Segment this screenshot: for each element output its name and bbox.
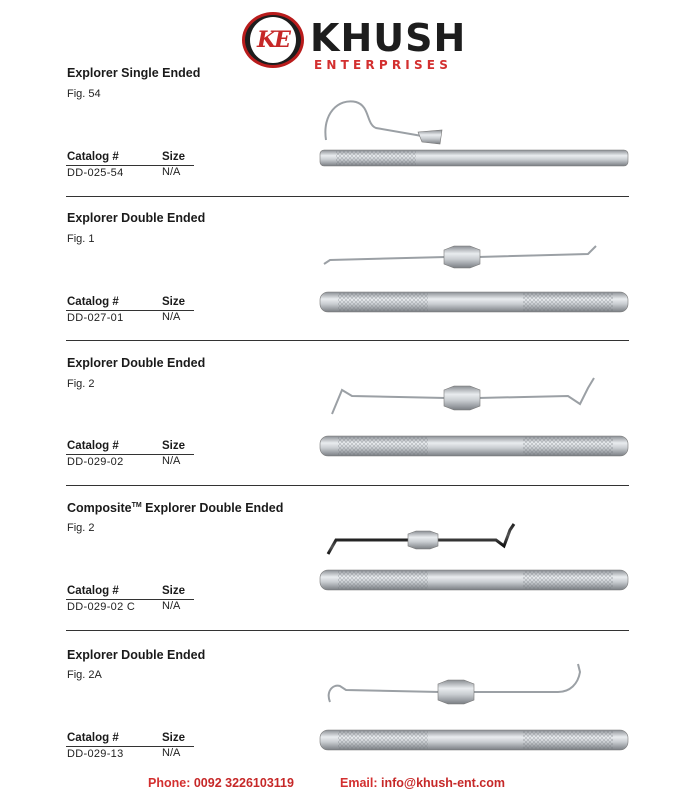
catalog-number: DD-027-01: [67, 312, 124, 324]
email-contact: [340, 776, 505, 790]
product-title: [67, 501, 283, 515]
figure-label: Fig. 2: [67, 522, 95, 534]
size-header: Size: [162, 440, 186, 452]
catalog-number: DD-029-13: [67, 748, 124, 760]
size-value: N/A: [162, 311, 181, 323]
catalog-number: DD-029-02: [67, 456, 124, 468]
catalog-header: Catalog #: [67, 151, 119, 163]
instrument-image: [318, 240, 633, 320]
logo-monogram: KE: [250, 17, 296, 63]
product-title-main: Composite: [67, 501, 132, 515]
section-divider: [66, 340, 629, 341]
size-value: N/A: [162, 747, 181, 759]
catalog-number: DD-025-54: [67, 167, 124, 179]
product-title: Explorer Double Ended: [67, 648, 206, 662]
product-title: Explorer Double Ended: [67, 356, 206, 370]
phone-label: Phone:: [148, 776, 191, 790]
instrument-image: [318, 374, 633, 464]
catalog-header: Catalog #: [67, 296, 119, 308]
email-address[interactable]: info@khush-ent.com: [381, 776, 505, 790]
email-label: Email:: [340, 776, 378, 790]
phone-contact: [148, 776, 294, 790]
size-value: N/A: [162, 166, 181, 178]
logo-badge: [242, 12, 304, 68]
product-title: Explorer Double Ended: [67, 211, 206, 225]
figure-label: Fig. 1: [67, 233, 95, 245]
brand-subtitle: ENTERPRISES: [314, 58, 453, 72]
catalog-header: Catalog #: [67, 732, 119, 744]
size-value: N/A: [162, 600, 181, 612]
catalog-header: Catalog #: [67, 440, 119, 452]
size-header: Size: [162, 585, 186, 597]
figure-label: Fig. 2: [67, 378, 95, 390]
catalog-header: Catalog #: [67, 585, 119, 597]
catalog-number: DD-029-02 C: [67, 601, 136, 613]
size-header: Size: [162, 296, 186, 308]
figure-label: Fig. 54: [67, 88, 101, 100]
trademark-mark: TM: [131, 501, 142, 509]
size-value: N/A: [162, 455, 181, 467]
size-header: Size: [162, 151, 186, 163]
section-divider: [66, 485, 629, 486]
product-title-rest: Explorer Double Ended: [141, 501, 284, 515]
brand-name: KHUSH: [310, 16, 467, 60]
section-divider: [66, 630, 629, 631]
size-header: Size: [162, 732, 186, 744]
product-title: Explorer Single Ended: [67, 66, 201, 80]
instrument-image: [318, 520, 633, 610]
brand-logo: [242, 10, 467, 74]
instrument-image: [318, 94, 633, 176]
figure-label: Fig. 2A: [67, 669, 102, 681]
instrument-image: [318, 662, 633, 752]
section-divider: [66, 196, 629, 197]
phone-number[interactable]: 0092 3226103119: [193, 776, 294, 790]
